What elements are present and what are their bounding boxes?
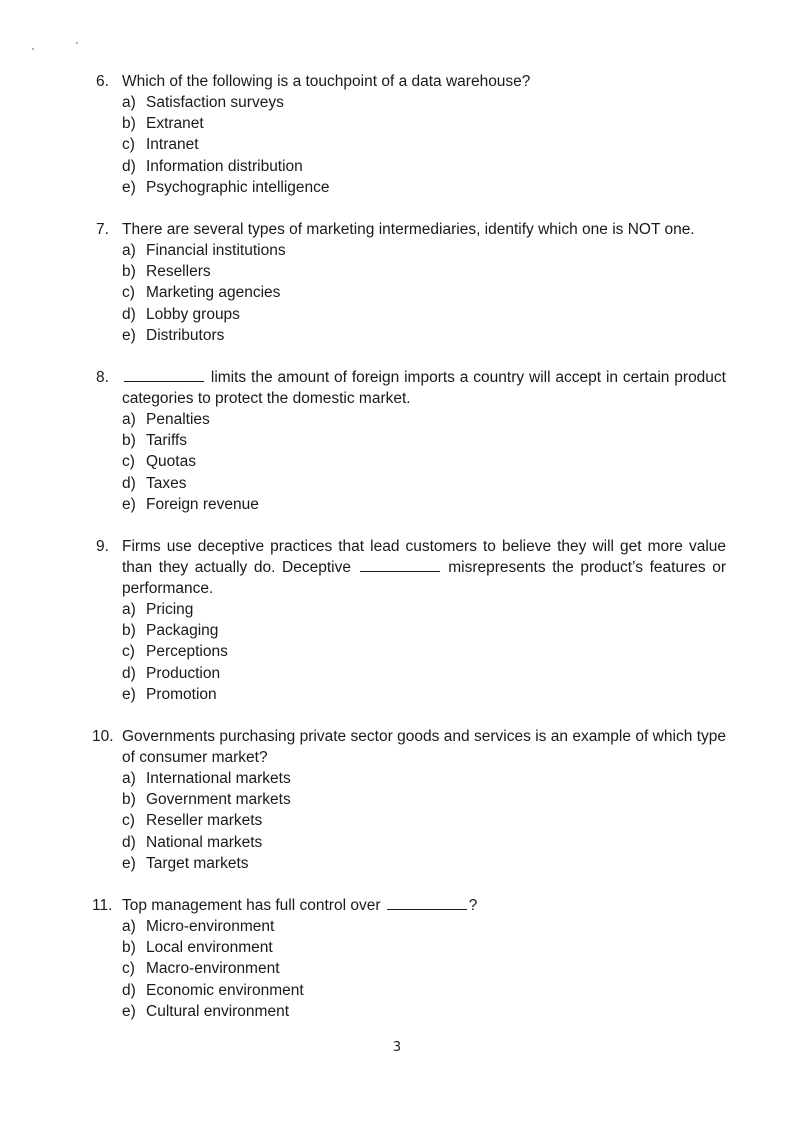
option-text: Satisfaction surveys (146, 94, 284, 111)
question-text: Governments purchasing private sector goods and services is an example of which type of consumer market? (122, 728, 726, 766)
option (96, 958, 726, 979)
option-letter: b) (122, 115, 136, 133)
option-list (96, 599, 726, 705)
option-text: Production (146, 664, 221, 682)
option-text: Government markets (146, 791, 291, 809)
option-letter: a) (122, 242, 136, 259)
question-text-after-blank: limits the amount of foreign imports a country will accept in certain product categories to protect the domestic market. (122, 369, 726, 407)
option-text: Financial institutions (146, 242, 286, 259)
question-11 (92, 895, 726, 1022)
option-text: Tariffs (146, 432, 188, 450)
question-7 (96, 219, 726, 346)
option-text: Quotas (146, 453, 196, 471)
option-letter: a) (122, 411, 136, 428)
option-letter: b) (122, 791, 136, 809)
option (96, 1001, 726, 1022)
option-letter: e) (122, 326, 136, 344)
option-letter: e) (122, 178, 136, 196)
option-letter: c) (122, 812, 135, 830)
option (96, 684, 726, 705)
option-text: Target markets (146, 854, 249, 872)
option (96, 768, 726, 789)
scan-speck (76, 42, 78, 44)
question-stem (92, 895, 726, 916)
answer-blank (360, 557, 440, 572)
question-stem (92, 726, 726, 768)
option (96, 113, 726, 134)
option-letter: e) (122, 495, 136, 513)
question-number: 10. (92, 728, 114, 745)
option-letter: a) (122, 601, 136, 618)
option-list (96, 240, 726, 346)
option-text: Resellers (146, 263, 211, 281)
option-text: Macro-environment (146, 960, 280, 978)
option (96, 937, 726, 958)
option-text: Intranet (146, 136, 199, 154)
option-letter: b) (122, 263, 136, 281)
option-text: International markets (146, 770, 291, 787)
option-list (96, 916, 726, 1022)
option (96, 599, 726, 620)
question-text: There are several types of marketing intermediaries, identify which one is NOT one. (122, 221, 695, 238)
question-8 (96, 367, 726, 515)
option-letter: a) (122, 94, 136, 111)
option-text: Packaging (146, 622, 219, 640)
question-10 (92, 726, 726, 874)
option (96, 641, 726, 662)
option-text: Economic environment (146, 981, 304, 999)
option (96, 832, 726, 853)
option-text: Information distribution (146, 157, 303, 175)
scan-speck (32, 48, 34, 50)
option (96, 177, 726, 198)
option-letter: e) (122, 854, 136, 872)
option (96, 451, 726, 472)
option (96, 663, 726, 684)
option (96, 810, 726, 831)
question-number: 6. (96, 73, 109, 90)
option (96, 240, 726, 261)
option (96, 789, 726, 810)
question-text: Which of the following is a touchpoint of a data warehouse? (122, 73, 531, 90)
option (96, 304, 726, 325)
option-text: Promotion (146, 685, 217, 703)
option-letter: d) (122, 474, 136, 492)
answer-blank (387, 895, 467, 910)
option-letter: b) (122, 622, 136, 640)
option-text: Psychographic intelligence (146, 178, 330, 196)
option-text: Foreign revenue (146, 495, 259, 513)
option-text: Perceptions (146, 643, 228, 661)
option-text: Penalties (146, 411, 210, 428)
option (96, 325, 726, 346)
option (96, 282, 726, 303)
option-text: Micro-environment (146, 918, 275, 935)
question-text-before-blank: Top management has full control over (122, 897, 381, 914)
question-stem (96, 536, 726, 599)
option (96, 134, 726, 155)
option-letter: b) (122, 432, 136, 450)
question-text-after-blank: ? (468, 897, 478, 914)
option-letter: d) (122, 305, 136, 323)
question-number: 8. (96, 369, 109, 386)
option-letter: a) (122, 918, 136, 935)
question-number: 9. (96, 538, 109, 555)
option (96, 916, 726, 937)
option-letter: c) (122, 284, 135, 302)
option-text: Extranet (146, 115, 204, 133)
option-letter: c) (122, 136, 135, 154)
option-letter: e) (122, 685, 136, 703)
option (96, 156, 726, 177)
option-letter: c) (122, 960, 135, 978)
option-text: Taxes (146, 474, 187, 492)
question-9 (96, 536, 726, 705)
option (96, 620, 726, 641)
option-text: Lobby groups (146, 305, 240, 323)
question-6 (96, 71, 726, 198)
option (96, 409, 726, 430)
option-letter: d) (122, 981, 136, 999)
option-letter: a) (122, 770, 136, 787)
option-list (96, 92, 726, 198)
option (96, 980, 726, 1001)
question-stem (96, 367, 726, 409)
question-text-before-blank: Firms use deceptive practices that lead customers to believe they will get more value than they actually do. Deceptive (122, 538, 726, 576)
option-letter: c) (122, 453, 135, 471)
option-list (96, 409, 726, 515)
option-text: Distributors (146, 326, 225, 344)
option (96, 473, 726, 494)
option-letter: d) (122, 664, 136, 682)
option-letter: d) (122, 833, 136, 851)
option (96, 261, 726, 282)
question-stem (96, 219, 726, 240)
option (96, 494, 726, 515)
option-letter: c) (122, 643, 135, 661)
option-text: Pricing (146, 601, 194, 618)
question-number: 11. (92, 897, 113, 914)
option-letter: b) (122, 939, 136, 957)
option-text: Cultural environment (146, 1002, 290, 1020)
option-list (96, 768, 726, 874)
option-text: National markets (146, 833, 263, 851)
question-number: 7. (96, 221, 109, 238)
option (96, 430, 726, 451)
answer-blank (124, 367, 204, 382)
option-text: Reseller markets (146, 812, 263, 830)
option-text: Marketing agencies (146, 284, 281, 302)
question-stem (96, 71, 726, 92)
page-number: 3 (392, 1040, 402, 1055)
option (96, 92, 726, 113)
option-letter: e) (122, 1002, 136, 1020)
option-text: Local environment (146, 939, 273, 957)
option (96, 853, 726, 874)
option-letter: d) (122, 157, 136, 175)
question-text-after-blank: misrepresents the product’s features or performance. (122, 559, 727, 597)
